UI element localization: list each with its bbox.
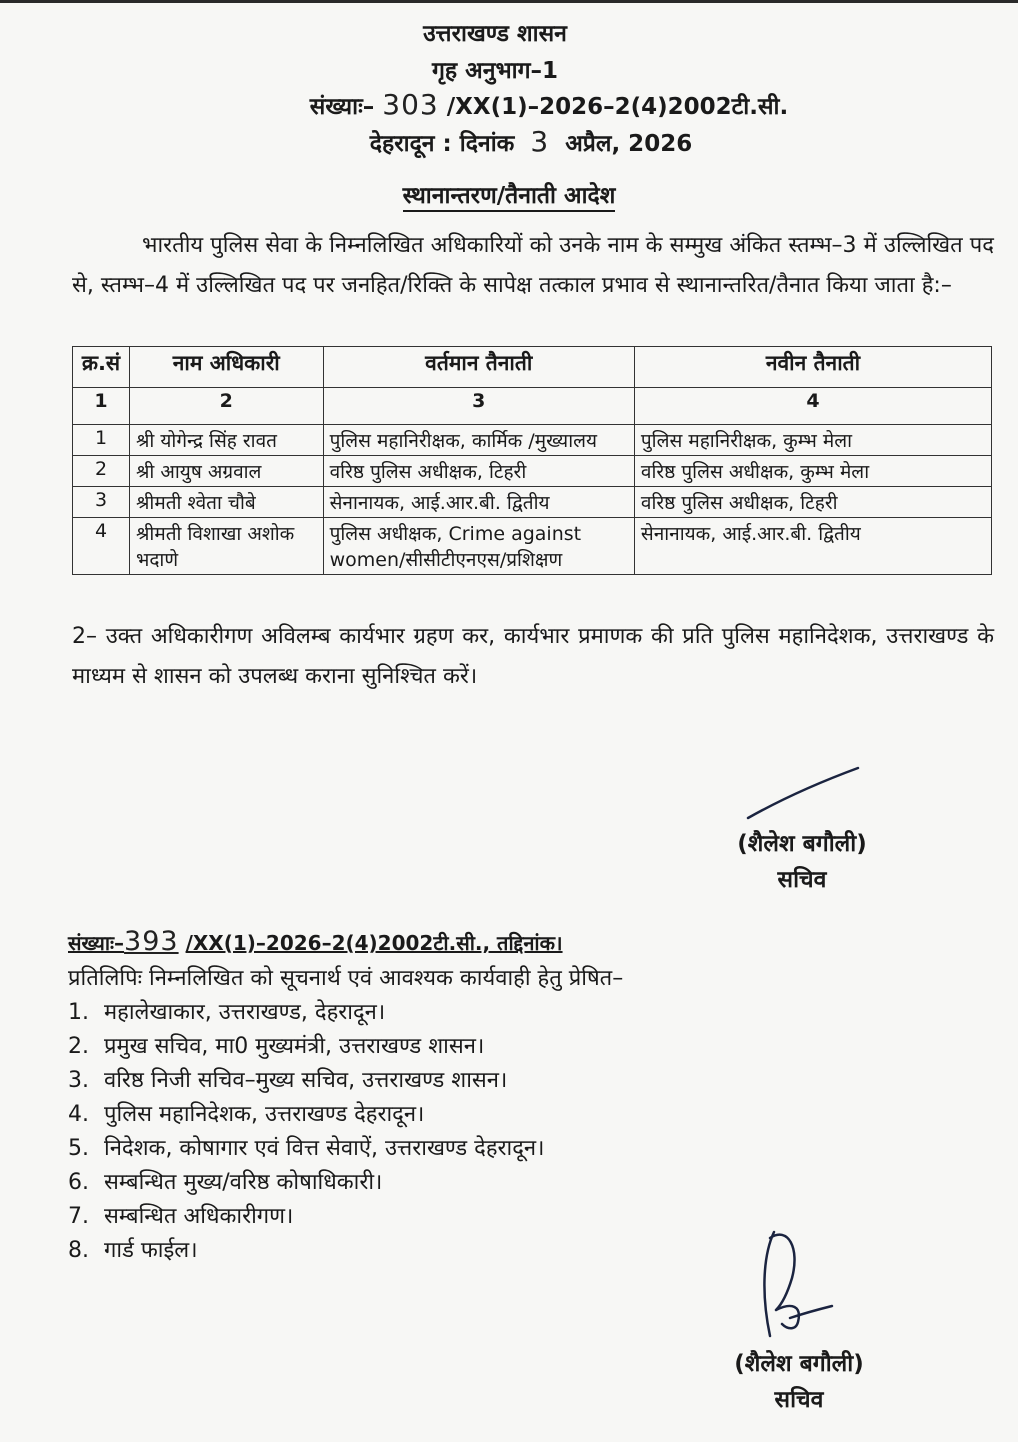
government-name: उत्तराखण्ड शासन xyxy=(423,21,567,47)
list-item xyxy=(68,1234,544,1268)
serial-cell: 2 xyxy=(73,456,130,487)
signatory-designation: सचिव xyxy=(777,867,827,893)
list-item xyxy=(68,1098,544,1132)
item-number: 4. xyxy=(68,1102,89,1127)
signatory2-designation: सचिव xyxy=(774,1387,824,1413)
header-new-posting: नवीन तैनाती xyxy=(634,347,991,388)
item-text: वरिष्ठ निजी सचिव–मुख्य सचिव, उत्तराखण्ड शासन। xyxy=(104,1068,508,1093)
header-officer-name: नाम अधिकारी xyxy=(129,347,323,388)
top-border-line xyxy=(0,0,1018,3)
new-posting-cell: वरिष्ठ पुलिस अधीक्षक, कुम्भ मेला xyxy=(634,456,991,487)
item-text: पुलिस महानिदेशक, उत्तराखण्ड देहरादून। xyxy=(104,1102,425,1127)
column-number: 2 xyxy=(129,388,323,425)
column-number-row xyxy=(73,388,992,425)
list-item xyxy=(68,1200,544,1234)
new-posting-cell: वरिष्ठ पुलिस अधीक्षक, टिहरी xyxy=(634,487,991,518)
copy-ref-prefix: संख्याः– xyxy=(68,931,125,955)
ref-number-handwritten: 303 xyxy=(382,88,439,121)
item-text: निदेशक, कोषागार एवं वित्त सेवाऐं, उत्तराखण्ड देहरादून। xyxy=(104,1136,545,1161)
column-number: 3 xyxy=(323,388,634,425)
item-number: 3. xyxy=(68,1068,89,1093)
item-text: महालेखाकार, उत्तराखण्ड, देहरादून। xyxy=(104,1000,386,1025)
officer-name-cell: श्री आयुष अग्रवाल xyxy=(129,456,323,487)
item-text: गार्ड फाईल। xyxy=(104,1238,198,1263)
copy-intro: प्रतिलिपिः निम्नलिखित को सूचनार्थ एवं आवश्यक कार्यवाही हेतु प्रेषित– xyxy=(68,966,624,991)
item-number: 1. xyxy=(68,1000,89,1025)
copy-recipient-list xyxy=(68,996,544,1268)
transfer-table xyxy=(72,346,992,575)
column-number: 1 xyxy=(73,388,130,425)
list-item xyxy=(68,1030,544,1064)
current-posting-cell: वरिष्ठ पुलिस अधीक्षक, टिहरी xyxy=(323,456,634,487)
officer-name-cell: श्रीमती श्वेता चौबे xyxy=(129,487,323,518)
list-item xyxy=(68,1064,544,1098)
new-posting-cell: सेनानायक, आई.आर.बी. द्वितीय xyxy=(634,518,991,575)
place-date xyxy=(22,125,1018,158)
header-serial: क्र.सं xyxy=(73,347,130,388)
new-posting-cell: पुलिस महानिरीक्षक, कुम्भ मेला xyxy=(634,425,991,456)
item-number: 6. xyxy=(68,1170,89,1195)
reference-number xyxy=(40,88,1018,121)
header-current-posting: वर्तमान तैनाती xyxy=(323,347,634,388)
paragraph-2: 2– उक्त अधिकारीगण अविलम्ब कार्यभार ग्रहण कर, कार्यभार प्रमाणक की प्रति पुलिस महानिदेशक, उत्तराखण्ड के माध्यम से शासन को उपलब्ध कराना सुनिश्चित करें। xyxy=(72,624,994,689)
serial-cell: 1 xyxy=(73,425,130,456)
item-text: प्रमुख सचिव, मा0 मुख्यमंत्री, उत्तराखण्ड शासन। xyxy=(104,1034,485,1059)
current-posting-cell: पुलिस महानिरीक्षक, कार्मिक /मुख्यालय xyxy=(323,425,634,456)
signature-stroke-1 xyxy=(740,760,870,830)
order-title xyxy=(0,178,1018,210)
item-text: सम्बन्धित मुख्य/वरिष्ठ कोषाधिकारी। xyxy=(104,1170,383,1195)
ref-suffix: /XX(1)–2026–2(4)2002टी.सी. xyxy=(446,94,789,120)
table-row xyxy=(73,456,992,487)
serial-cell: 3 xyxy=(73,487,130,518)
serial-cell: 4 xyxy=(73,518,130,575)
current-posting-cell: पुलिस अधीक्षक, Crime against women/सीसीटीएनएस/प्रशिक्षण xyxy=(323,518,634,575)
order-title-text: स्थानान्तरण/तैनाती आदेश xyxy=(403,183,616,212)
list-item xyxy=(68,1132,544,1166)
column-number: 4 xyxy=(634,388,991,425)
ref-prefix: संख्याः– xyxy=(309,94,375,120)
officer-name-cell: श्रीमती विशाखा अशोक भदाणे xyxy=(129,518,323,575)
signature-stroke-2 xyxy=(740,1218,850,1348)
department-section: गृह अनुभाग–1 xyxy=(431,58,559,84)
item-text: सम्बन्धित अधिकारीगण। xyxy=(104,1204,294,1229)
date-suffix: अप्रैल, 2026 xyxy=(565,131,693,157)
date-prefix: देहरादून : दिनांक xyxy=(369,131,515,157)
item-number: 5. xyxy=(68,1136,89,1161)
signatory-name: (शैलेश बगौली) xyxy=(737,831,867,857)
signatory2-name: (शैलेश बगौली) xyxy=(734,1351,864,1377)
item-number: 7. xyxy=(68,1204,89,1229)
date-day-handwritten: 3 xyxy=(530,125,550,158)
copy-ref-suffix: /XX(1)–2026–2(4)2002टी.सी., तद्दिनांक। xyxy=(185,931,563,955)
table-header-row xyxy=(73,347,992,388)
table-row xyxy=(73,425,992,456)
copy-ref-number-handwritten: 393 xyxy=(124,926,179,957)
table-row xyxy=(73,487,992,518)
current-posting-cell: सेनानायक, आई.आर.बी. द्वितीय xyxy=(323,487,634,518)
list-item xyxy=(68,1166,544,1200)
item-number: 2. xyxy=(68,1034,89,1059)
table-row xyxy=(73,518,992,575)
list-item xyxy=(68,996,544,1030)
copy-reference xyxy=(68,926,563,957)
officer-name-cell: श्री योगेन्द्र सिंह रावत xyxy=(129,425,323,456)
intro-paragraph: भारतीय पुलिस सेवा के निम्नलिखित अधिकारियों को उनके नाम के सम्मुख अंकित स्तम्भ–3 में उल्लिखित पद से, स्तम्भ–4 में उल्लिखित पद पर जनहित/रिक्ति के सापेक्ष तत्काल प्रभाव से स्थानान्तरित/तैनात किया जाता है:– xyxy=(72,233,994,298)
item-number: 8. xyxy=(68,1238,89,1263)
